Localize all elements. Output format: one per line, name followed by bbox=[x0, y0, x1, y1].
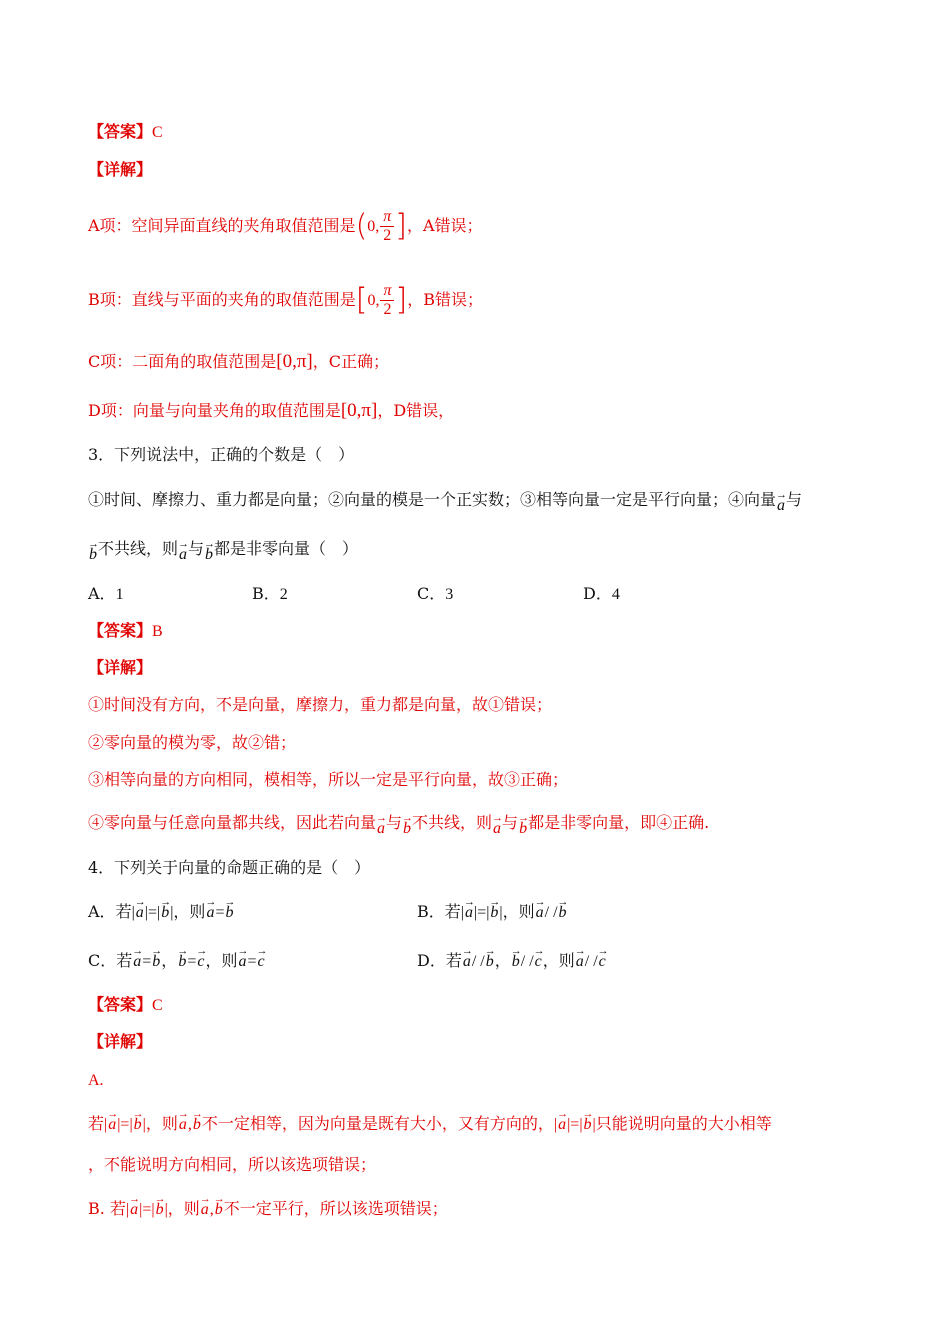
q3-stem: 3．下列说法中，正确的个数是（ ） bbox=[88, 445, 355, 464]
q4-option-d: D．若→ a/ /→ b，→ b/ /→ c，则→ a/ /→ c bbox=[417, 949, 607, 974]
q3-option-d: D．4 bbox=[583, 584, 620, 603]
q2-line-c: C项：二面角的取值范围是[0,π]，C正确； bbox=[88, 351, 389, 372]
q4-detail-b: B. 若|→ a|=|→ b|，则→ a,→ b不一定平行，所以该选项错误； bbox=[88, 1197, 448, 1222]
q3-detail-3: ③相等向量的方向相同，模相等，所以一定是平行向量，故③正确； bbox=[88, 770, 569, 789]
q3-detail-1: ①时间没有方向，不是向量，摩擦力，重力都是向量，故①错误； bbox=[88, 695, 553, 714]
q2-answer: 【答案】C bbox=[88, 122, 163, 141]
q3-option-b: B．2 bbox=[252, 584, 288, 603]
q3-detail-2: ②零向量的模为零，故②错； bbox=[88, 733, 297, 752]
q4-option-b: B．若|→ a|=|→ b|，则→ a/ /→ b bbox=[417, 900, 568, 925]
q4-detail-a-line1: 若|→ a|=|→ b|，则→ a,→ b不一定相等，因为向量是既有大小，又有方向的，|→ a|=|→ b|只能说明向量的大小相等 bbox=[88, 1112, 772, 1137]
q3-option-a: A．1 bbox=[88, 584, 124, 603]
q3-statements-line1: ①时间、摩擦力、重力都是向量；②向量的模是一个正实数；③相等向量一定是平行向量；④向量→ a与 bbox=[88, 488, 802, 513]
q4-detail-label: 【详解】 bbox=[88, 1032, 153, 1051]
q4-option-a: A．若|→ a|=|→ b|，则→ a=→ b bbox=[88, 900, 234, 925]
q2-line-a: A项：空间异面直线的夹角取值范围是(0, $\frac{\pi}{2}$ ]，A错误； bbox=[88, 208, 483, 244]
q4-detail-a-head: A. bbox=[88, 1072, 104, 1089]
q2-line-d: D项：向量与向量夹角的取值范围是[0,π]，D错误， bbox=[88, 400, 455, 421]
q3-answer: 【答案】B bbox=[88, 621, 163, 640]
q2-line-b: B项：直线与平面的夹角的取值范围是[0, $\frac{\pi}{2}$ ]，B错误； bbox=[88, 282, 483, 318]
q3-detail-label: 【详解】 bbox=[88, 658, 153, 677]
q3-detail-4: ④零向量与任意向量都共线，因此若向量→ a与→ b不共线，则→ a与→ b都是非零向量，即④正确. bbox=[88, 811, 709, 836]
q3-statements-line2: → b不共线，则→ a与→ b都是非零向量（ ） bbox=[88, 537, 358, 562]
q3-option-c: C．3 bbox=[417, 584, 454, 603]
q4-stem: 4．下列关于向量的命题正确的是（ ） bbox=[88, 858, 371, 877]
q4-answer: 【答案】C bbox=[88, 995, 163, 1014]
q2-detail-label: 【详解】 bbox=[88, 160, 153, 179]
q4-option-c: C．若→ a=→ b，→ b=→ c，则→ a=→ c bbox=[88, 949, 266, 974]
q4-detail-a-line2: ，不能说明方向相同，所以该选项错误； bbox=[88, 1155, 377, 1174]
